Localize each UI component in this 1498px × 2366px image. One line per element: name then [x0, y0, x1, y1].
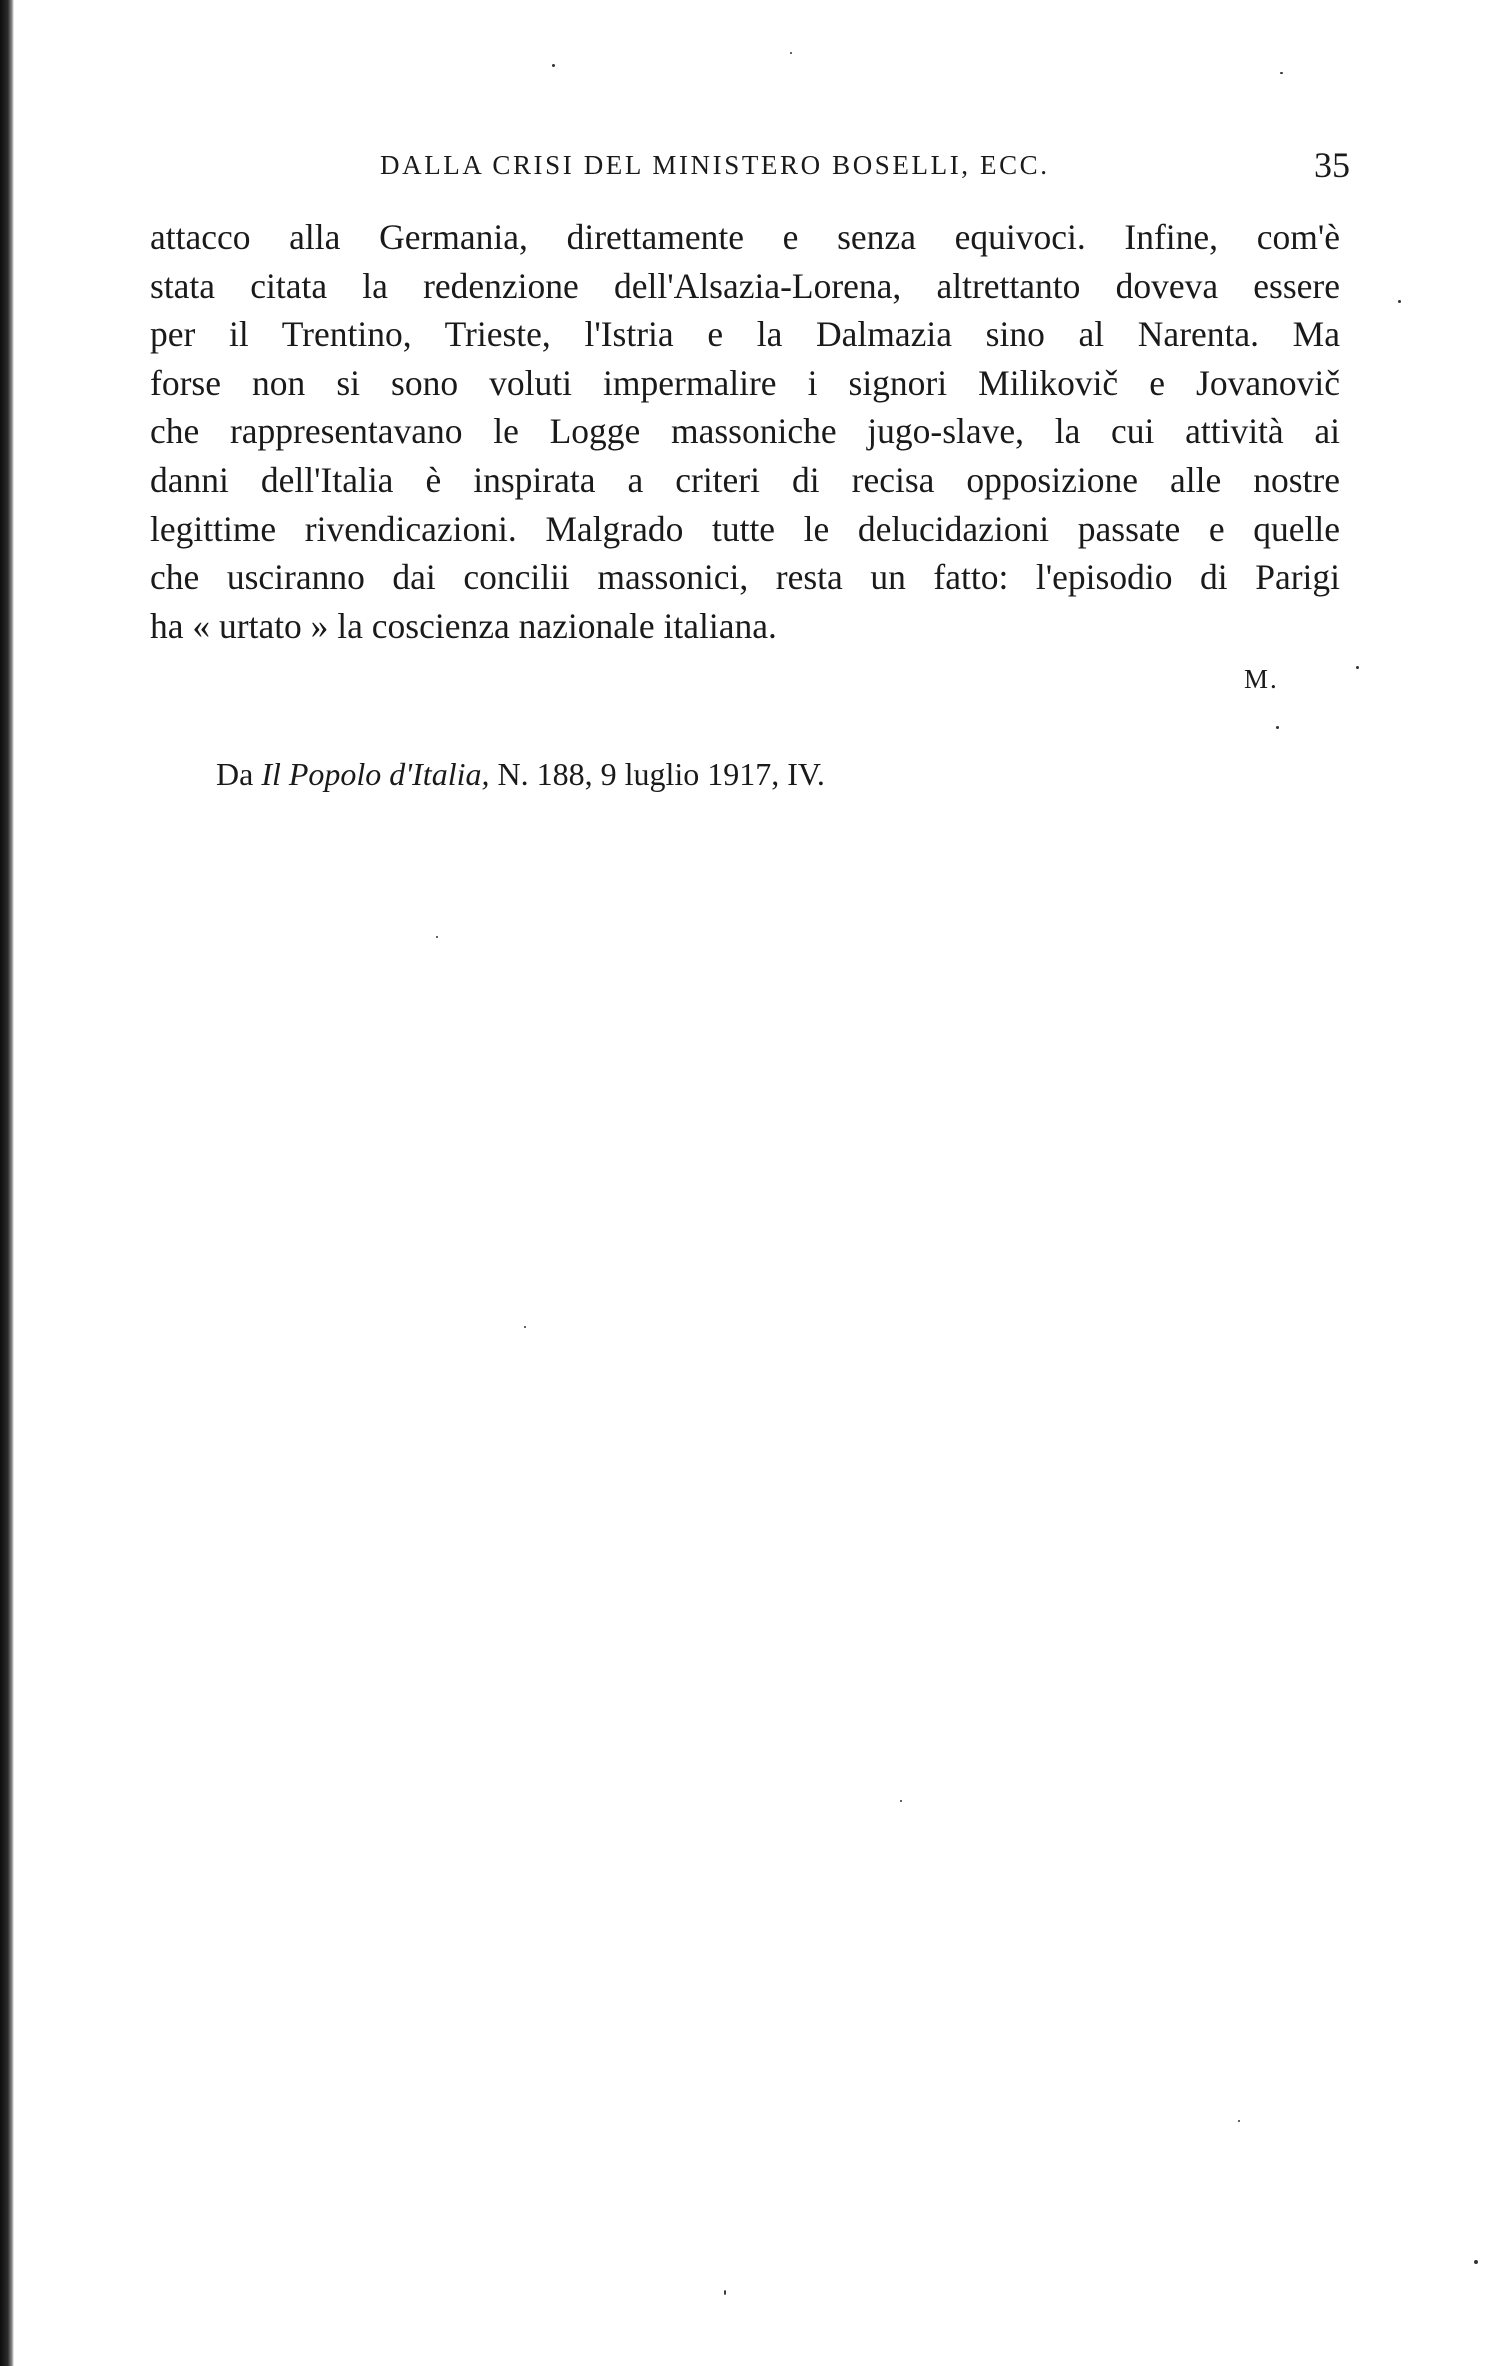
scan-speck	[436, 936, 438, 938]
text-line: ha « urtato » la coscienza nazionale italiana.	[150, 605, 777, 646]
source-citation	[216, 756, 825, 793]
scan-speck	[1280, 72, 1283, 74]
text-line: attacco alla Germania, direttamente e senza equivoci. Infine, com'è	[150, 217, 1340, 257]
text-line: legittime rivendicazioni. Malgrado tutte le delucidazioni passate e quelle	[150, 508, 1340, 549]
source-publication: Il Popolo d'Italia,	[261, 756, 490, 792]
scan-speck	[552, 64, 555, 67]
text-line: danni dell'Italia è inspirata a criteri di recisa opposizione alle nostre	[150, 459, 1340, 500]
scan-speck	[1356, 666, 1359, 669]
body-paragraph	[150, 213, 1340, 650]
running-head	[150, 144, 1350, 188]
scan-speck	[900, 1800, 902, 1802]
scan-speck	[1398, 300, 1401, 303]
author-signature: M.	[1244, 664, 1279, 694]
scan-speck	[524, 1326, 526, 1328]
scan-speck	[724, 2290, 726, 2295]
text-line: che usciranno dai concilii massonici, resta un fatto: l'episodio di Parigi	[150, 557, 1340, 598]
scan-speck	[790, 52, 792, 54]
page-binding-edge	[0, 0, 14, 2366]
text-line: per il Trentino, Trieste, l'Istria e la Dalmazia sino al Narenta. Ma	[150, 314, 1340, 355]
scan-speck	[1238, 2120, 1240, 2122]
text-line: stata citata la redenzione dell'Alsazia-Lorena, altrettanto doveva essere	[150, 265, 1340, 306]
source-prefix: Da	[216, 756, 262, 792]
scan-speck	[1474, 2260, 1478, 2264]
scan-speck	[1276, 726, 1279, 729]
page-number: 35	[1314, 145, 1350, 185]
book-page	[150, 0, 1350, 2366]
text-line: che rappresentavano le Logge massoniche jugo-slave, la cui attività ai	[150, 411, 1340, 452]
running-head-title: DALLA CRISI DEL MINISTERO BOSELLI, ECC.	[380, 150, 1050, 180]
source-details: N. 188, 9 luglio 1917, IV.	[489, 756, 825, 792]
text-line: forse non si sono voluti impermalire i signori Milikovič e Jovanovič	[150, 362, 1340, 403]
